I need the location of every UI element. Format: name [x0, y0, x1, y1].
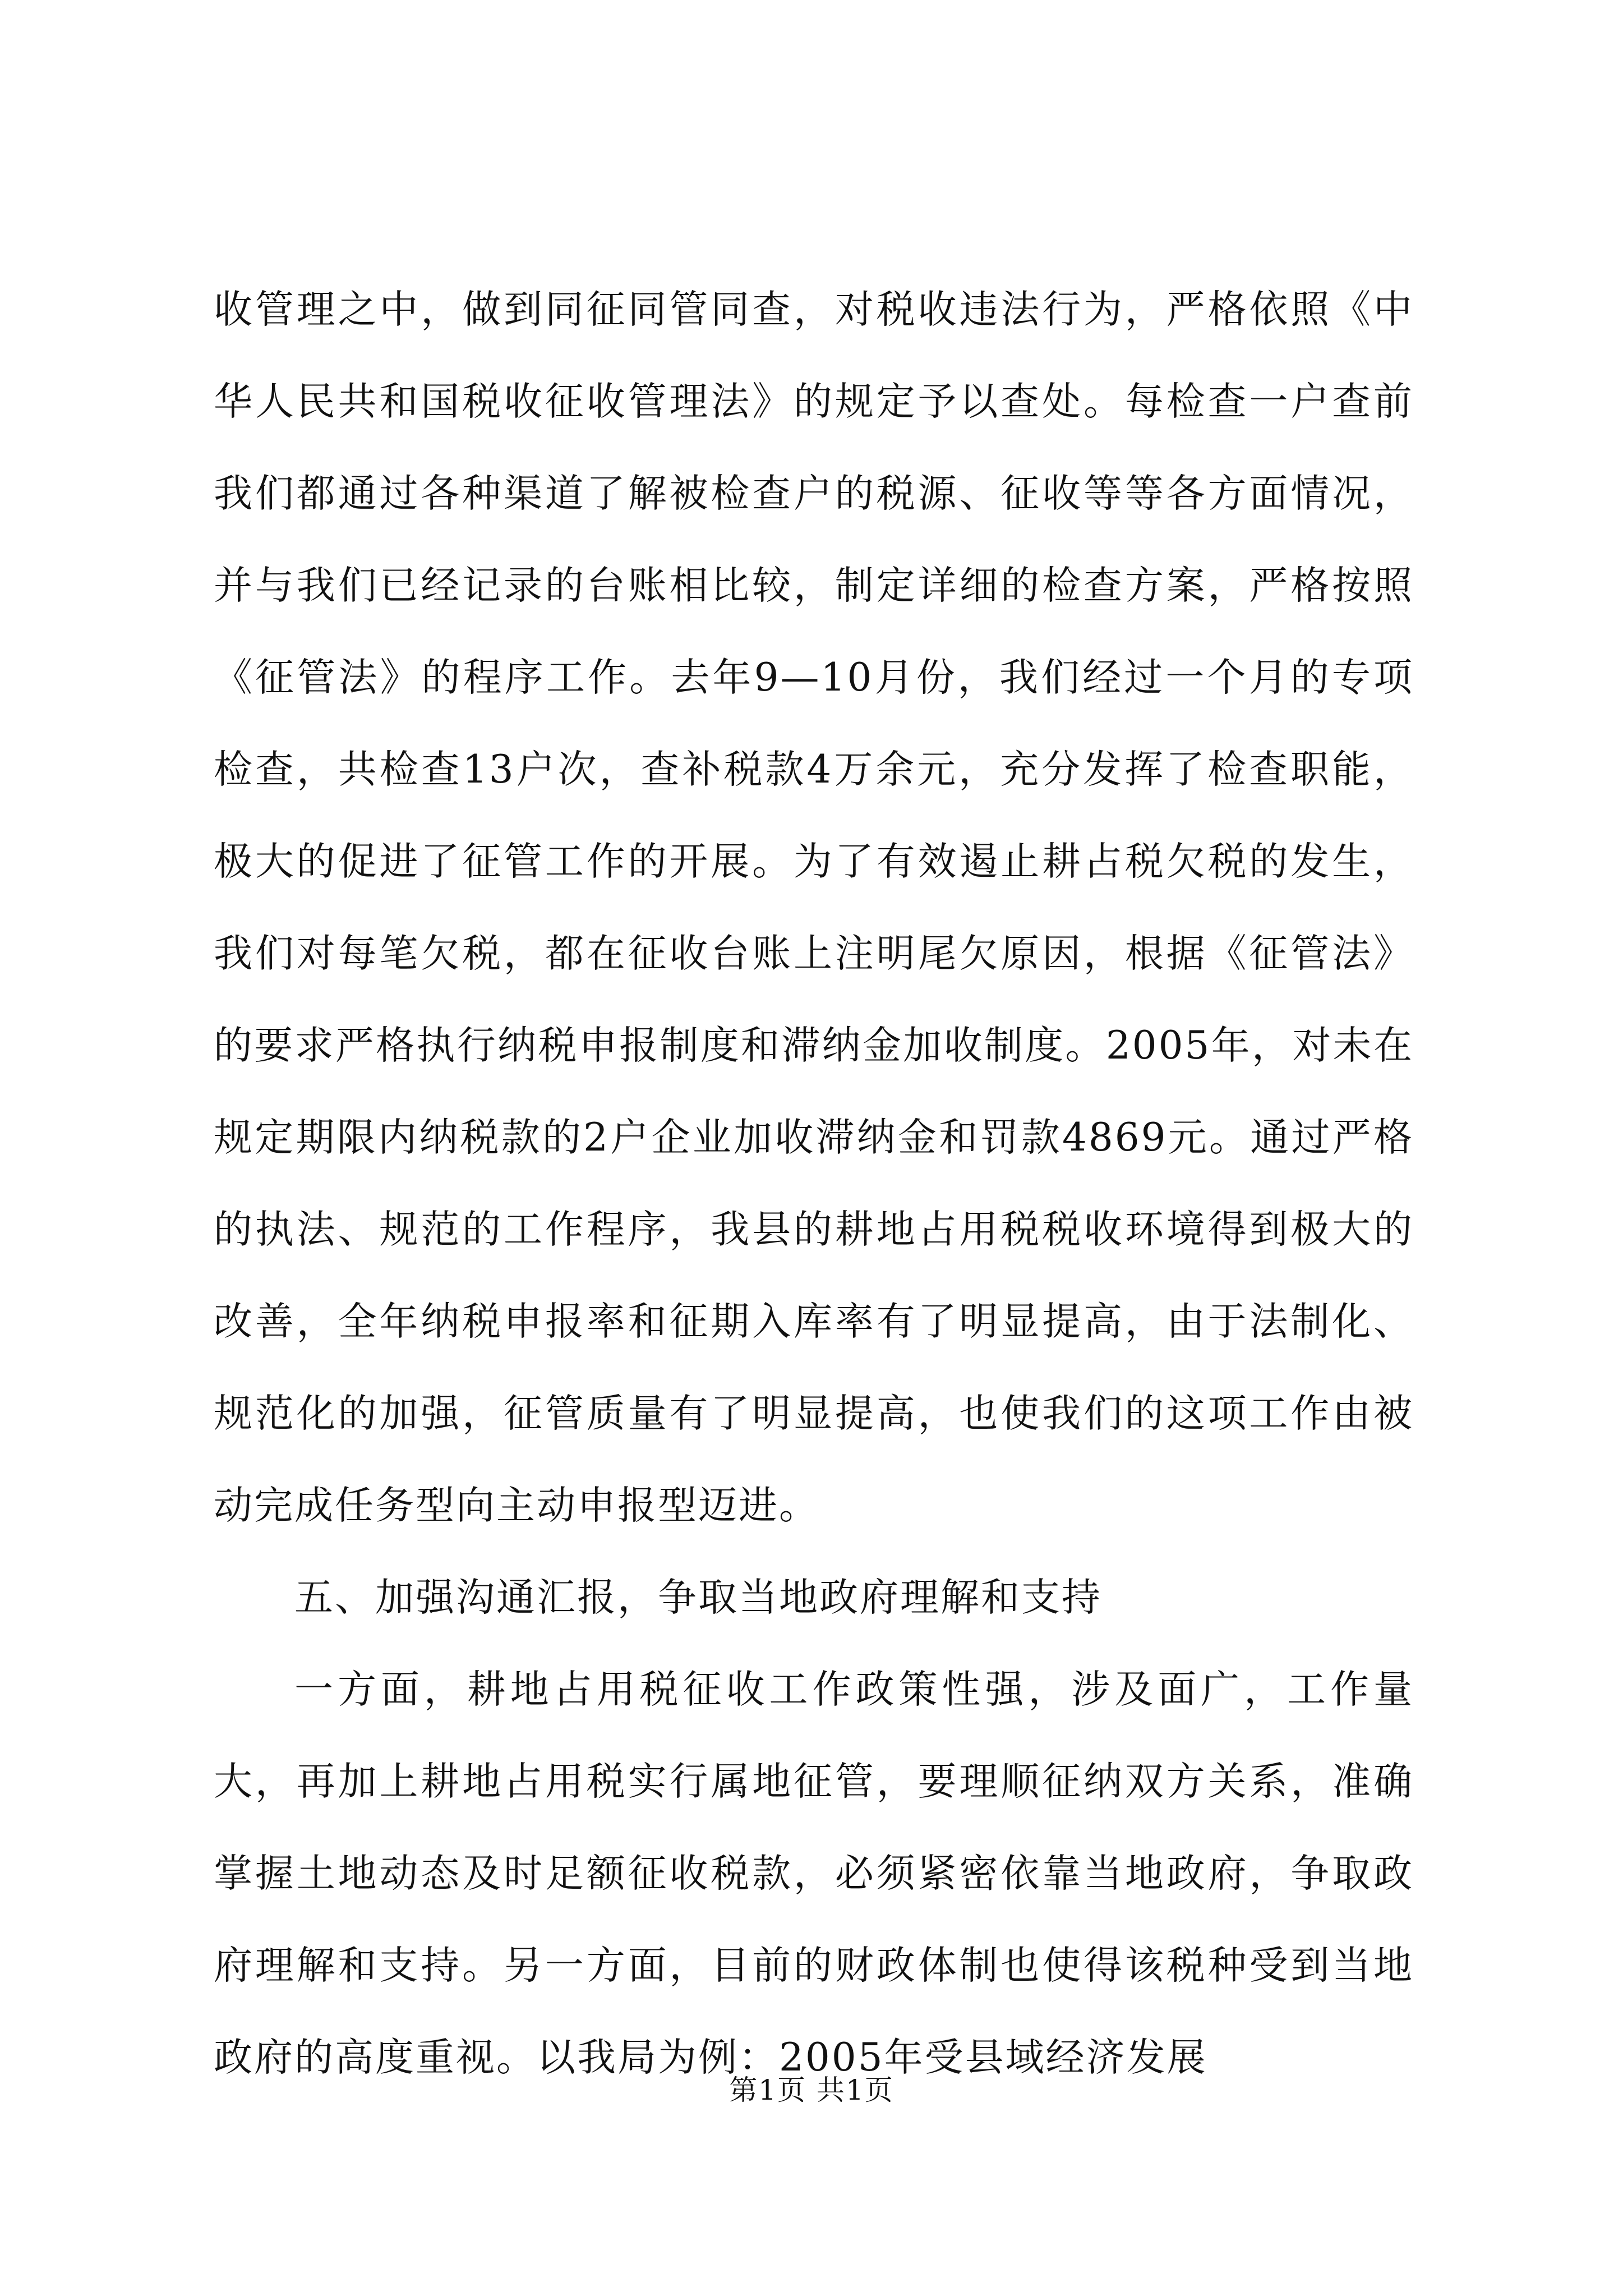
page-footer: 第1页 共1页 — [729, 2074, 894, 2106]
document-body — [214, 264, 1414, 2104]
paragraph-body: 一方面，耕地占用税征收工作政策性强，涉及面广，工作量大，再加上耕地占用税实行属地征管，要理顺征纳双方关系，准确掌握土地动态及时足额征收税款，必须紧密依靠当地政府，争取政府理解和支持。另一方面，目前的财政体制也使得该税种受到当地政府的高度重视。以我局为例：2005年受县域经济发展 — [214, 1667, 1414, 2080]
section-heading: 五、加强沟通汇报，争取当地政府理解和支持 — [294, 1575, 1102, 1620]
paragraph-continuation: 收管理之中，做到同征同管同查，对税收违法行为，严格依照《中华人民共和国税收征收管理法》的规定予以查处。每检查一户查前我们都通过各种渠道了解被检查户的税源、征收等等各方面情况，并与我们已经记录的台账相比较，制定详细的检查方案，严格按照《征管法》的程序工作。去年9—10月份，我们经过一个月的专项检查，共检查13户次，查补税款4万余元，充分发挥了检查职能，极大的促进了征管工作的开展。为了有效遏止耕占税欠税的发生，我们对每笔欠税，都在征收台账上注明尾欠原因，根据《征管法》的要求严格执行纳税申报制度和滞纳金加收制度。2005年，对未在规定期限内纳税款的2户企业加收滞纳金和罚款4869元。通过严格的执法、规范的工作程序，我县的耕地占用税税收环境得到极大的改善，全年纳税申报率和征期入库率有了明显提高，由于法制化、规范化的加强，征管质量有了明显提高，也使我们的这项工作由被动完成任务型向主动申报型迈进。 — [214, 287, 1414, 1528]
